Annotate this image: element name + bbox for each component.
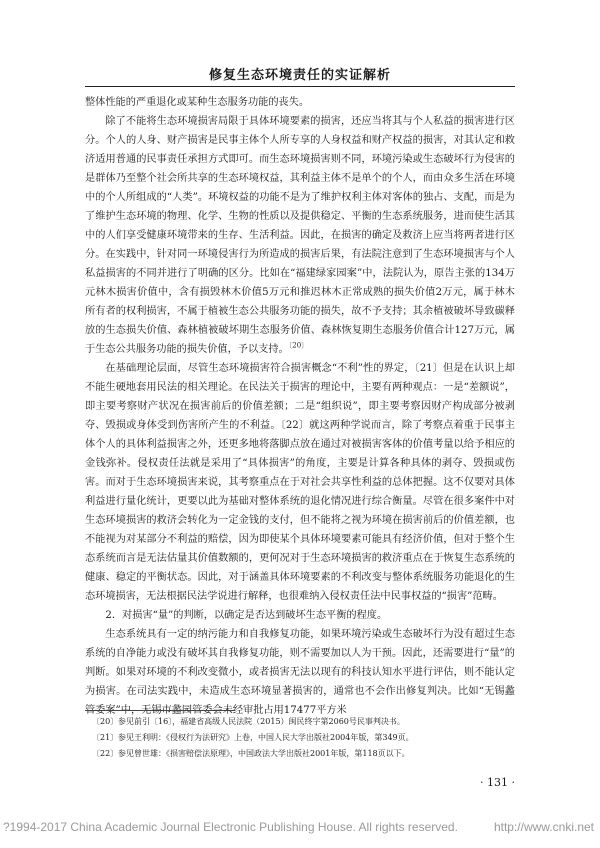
copyright-notice: ?1994-2017 China Academic Journal Electronic Publishing House. All rights reserved.	[3, 820, 458, 834]
footnote-20	[92, 714, 512, 730]
running-header: 修复生态环境责任的实证解析	[208, 68, 391, 83]
footnote-text: 参见王利明：《侵权行为法研究》上卷，中国人民大学出版社2004年版，第349页。	[118, 733, 414, 742]
footnote-text: 参见前引〔16〕，福建省高级人民法院（2015）闽民终字第2060号民事判决书。	[118, 717, 405, 726]
footnote-rule	[85, 710, 235, 711]
paragraph-1: 整体性能的严重退化或某种生态服务功能的丧失。	[85, 97, 310, 108]
footnote-number: 〔21〕	[92, 733, 119, 742]
paragraph-2-text: 除了不能将生态环境损害局限于具体环境要素的损害，还应当将其与个人私益的损害进行区分。个人的人身、财产损害是民事主体个人所专享的人身权益和财产权益的损害，对其认定和救济适用普通的民事责任承担方式即可。而生态环境损害则不同，环境污染或生态破坏行为侵害的是群体乃至整个社会所共享的生态环境权益，其利益主体不是单个的个人，而由众多生活在环境中的个人所组成的“人类”。环境权益的功能不是为了维护权利主体对客体的独占、支配，而是为了维护生态环境的物理、化学、生物的性质以及提供稳定、平衡的生态系统服务，进而使生活其中的人们享受健康环境带来的生存、生活利益。因此，在损害的确定及救济上应当将两者进行区分。在实践中，针对同一环境侵害行为所造成的损害后果，有法院注意到了生态环境损害与个人私益损害的不同并进行了明确的区分。比如在“福建绿家园案”中，法院认为，原告主张的134万元林木损害价值中，含有损毁林木价值5万元和推迟林木正常成熟的损失价值2万元，属于林木所有者的权利损害，不属于植被生态公共服务功能的损失，故不予支持；其余植被破坏导致碳释放的生态损失价值、森林植被破坏期生态服务价值、森林恢复期生态服务价值合计127万元，属于生态公共服务功能的损失价值，予以支持。	[85, 116, 515, 355]
header-rule	[85, 86, 515, 87]
footnote-ref-20[interactable]: 〔20〕	[288, 341, 309, 350]
footnote-number: 〔22〕	[92, 749, 119, 758]
footnote-number: 〔20〕	[92, 717, 119, 726]
paragraph-2	[85, 112, 515, 359]
article-body	[85, 93, 515, 720]
paragraph-3: 在基础理论层面，尽管生态环境损害符合损害概念“不利”性的界定，〔21〕但是在认识上却不能生硬地套用民法的相关理论。在民法关于损害的理论中，主要有两种观点：一是“差额说”，即主要考察财产状况在损害前后的价值差额；二是“组织说”，即主要考察因财产构成部分被剥夺、毁损或身体受到伤害所产生的不利益。〔22〕就这两种学说而言，除了考察点着重于民事主体个人的具体利益损害之外，还更多地将落脚点放在通过对被损害客体的价值考量以给予相应的金钱弥补。侵权责任法就是采用了“具体损害”的角度，主要是计算各种具体的剥夺、毁损或伤害。而对于生态环境损害来说，其考察重点在于对社会共享性利益的总体把握。这不仅要对具体利益进行量化统计，更要以此为基础对整体系统的退化情况进行综合衡量。尽管在很多案件中对生态环境损害的救济会转化为一定金钱的支付，但不能将之视为环境在损害前后的价值差额，也不能视为对某部分不利益的赔偿，因为即使某个具体环境要素可能具有经济价值，但对于整个生态系统而言是无法估量其价值数额的，更何况对于生态环境损害的救济重点在于恢复生态系统的健康、稳定的平衡状态。因此，对于涵盖具体环境要素的不利改变与整体系统服务功能退化的生态环境损害，无法根据民法学说进行解释，也很难纳入侵权责任法中民事权益的“损害”范畴。	[85, 363, 515, 602]
footnote-22	[92, 746, 512, 762]
paragraph-4-subheading: 2．对损害“量”的判断，以确定是否达到破坏生态平衡的程度。	[105, 610, 388, 621]
cnki-link[interactable]: http://www.cnki.net	[493, 820, 594, 834]
page-number: · 131 ·	[480, 776, 515, 789]
paragraph-5: 生态系统具有一定的纳污能力和自我修复功能，如果环境污染或生态破坏行为没有超过生态系统的自净能力或没有破坏其自我修复功能，则不需要加以人为干预。因此，还需要进行“量”的判断。如果对环境的不利改变微小，或者损害无法以现有的科技认知水平进行评估，则不能认定为损害。在司法实践中，未造成生态环境显著损害的，通常也不会作出修复判决。比如“无锡蠡管委案”中，无锡市蠡园管委会未经审批占用17477平方米	[85, 629, 515, 716]
copyright-bar	[0, 820, 600, 842]
footnote-text: 参见曾世雄：《损害赔偿法原理》，中国政法大学出版社2001年版，第118页以下。	[118, 749, 410, 758]
footnotes	[92, 714, 512, 762]
footnote-21	[92, 730, 512, 746]
